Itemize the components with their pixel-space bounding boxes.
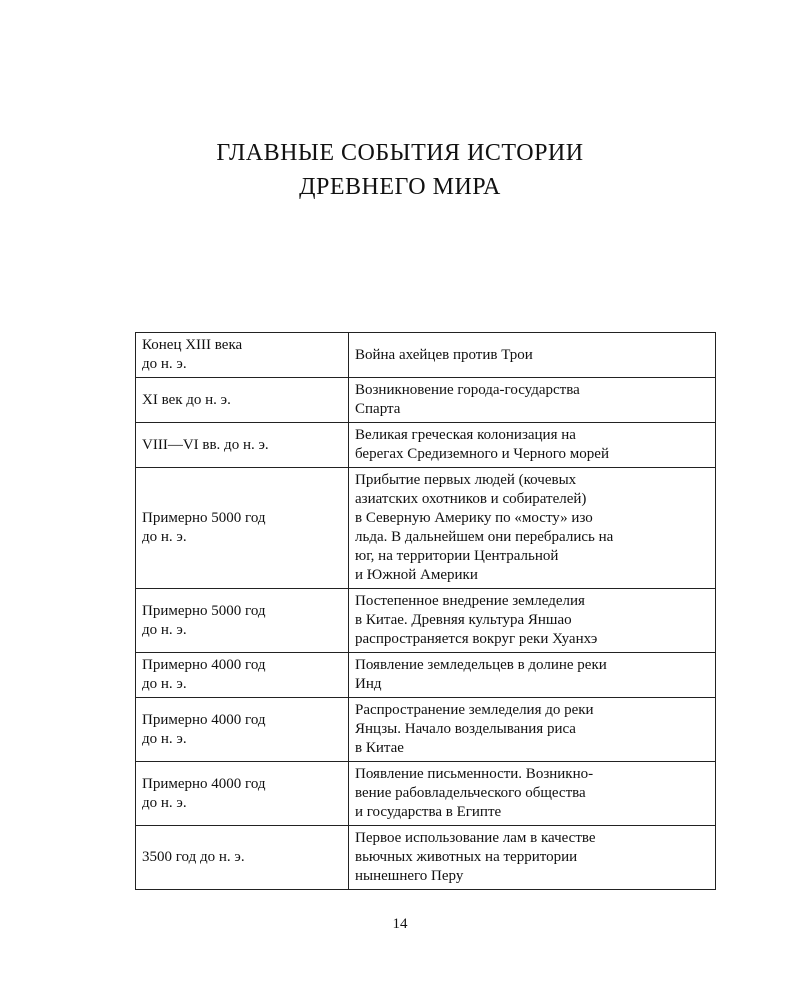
table-row [136, 653, 716, 698]
event-cell [349, 762, 716, 826]
event-line: вьючных животных на территории [355, 849, 578, 865]
date-cell [136, 698, 349, 762]
event-line: Инд [355, 676, 382, 692]
date-line: XI век до н. э. [142, 391, 231, 408]
date-line: до н. э. [142, 529, 187, 545]
date-line: VIII—VI вв. до н. э. [142, 436, 269, 453]
date-line: 3500 год до н. э. [142, 849, 245, 865]
table-row [136, 333, 716, 378]
event-line: берегах Средиземного и Черного морей [355, 446, 609, 462]
date-line: до н. э. [142, 356, 187, 372]
table-row [136, 423, 716, 468]
event-line: распространяется вокруг реки Хуанхэ [355, 631, 598, 647]
table-row [136, 378, 716, 423]
event-cell [349, 423, 716, 468]
date-line: Примерно 4000 год [142, 775, 266, 792]
date-cell [136, 589, 349, 653]
event-line: Прибытие первых людей (кочевых [355, 472, 577, 488]
table-row [136, 468, 716, 589]
title-line: ДРЕВНЕГО МИРА [299, 174, 501, 200]
event-cell [349, 698, 716, 762]
date-line: Конец XIII века [142, 337, 243, 353]
table-row [136, 762, 716, 826]
date-line: Примерно 4000 год [142, 711, 266, 728]
page-title [0, 136, 800, 204]
date-line: до н. э. [142, 794, 187, 811]
event-line: Великая греческая колонизация на [355, 427, 576, 443]
event-line: в Китае [355, 740, 404, 756]
date-cell [136, 653, 349, 698]
event-line: Война ахейцев против Трои [355, 346, 533, 363]
event-line: Спарта [355, 401, 401, 417]
event-line: в Северную Америку по «мосту» изо [355, 510, 593, 526]
event-cell [349, 653, 716, 698]
page-number: 14 [392, 916, 408, 932]
date-line: Примерно 5000 год [142, 510, 266, 526]
event-cell [349, 378, 716, 423]
event-line: и Южной Америки [355, 567, 478, 583]
event-line: Распространение земледелия до реки [355, 702, 594, 718]
event-line: нынешнего Перу [355, 868, 464, 884]
event-line: Появление письменности. Возникно- [355, 766, 594, 782]
event-line: в Китае. Древняя культура Яншао [355, 612, 572, 628]
event-cell [349, 826, 716, 890]
date-cell [136, 378, 349, 423]
event-line: юг, на территории Центральной [355, 548, 559, 564]
table-row [136, 826, 716, 890]
date-cell [136, 826, 349, 890]
event-line: Возникновение города-государства [355, 382, 580, 398]
event-line: Постепенное внедрение земледелия [355, 593, 585, 609]
event-cell [349, 589, 716, 653]
date-line: Примерно 4000 год [142, 657, 266, 673]
event-line: льда. В дальнейшем они перебрались на [355, 529, 614, 545]
date-line: до н. э. [142, 676, 187, 692]
event-line: азиатских охотников и собирателей) [355, 491, 587, 507]
events-table-body [136, 333, 716, 890]
date-cell [136, 423, 349, 468]
date-line: до н. э. [142, 621, 187, 638]
date-line: Примерно 5000 год [142, 602, 266, 619]
table-row [136, 698, 716, 762]
event-line: Первое использование лам в качестве [355, 830, 596, 846]
event-line: и государства в Египте [355, 804, 502, 820]
date-cell [136, 762, 349, 826]
event-line: Появление земледельцев в долине реки [355, 657, 607, 673]
table-row [136, 589, 716, 653]
event-cell [349, 333, 716, 378]
date-line: до н. э. [142, 730, 187, 747]
event-line: Янцзы. Начало возделывания риса [355, 721, 576, 737]
date-cell [136, 468, 349, 589]
event-cell [349, 468, 716, 589]
title-line: ГЛАВНЫЕ СОБЫТИЯ ИСТОРИИ [216, 140, 584, 166]
date-cell [136, 333, 349, 378]
event-line: вение рабовладельческого общества [355, 785, 586, 801]
events-table [135, 332, 716, 890]
